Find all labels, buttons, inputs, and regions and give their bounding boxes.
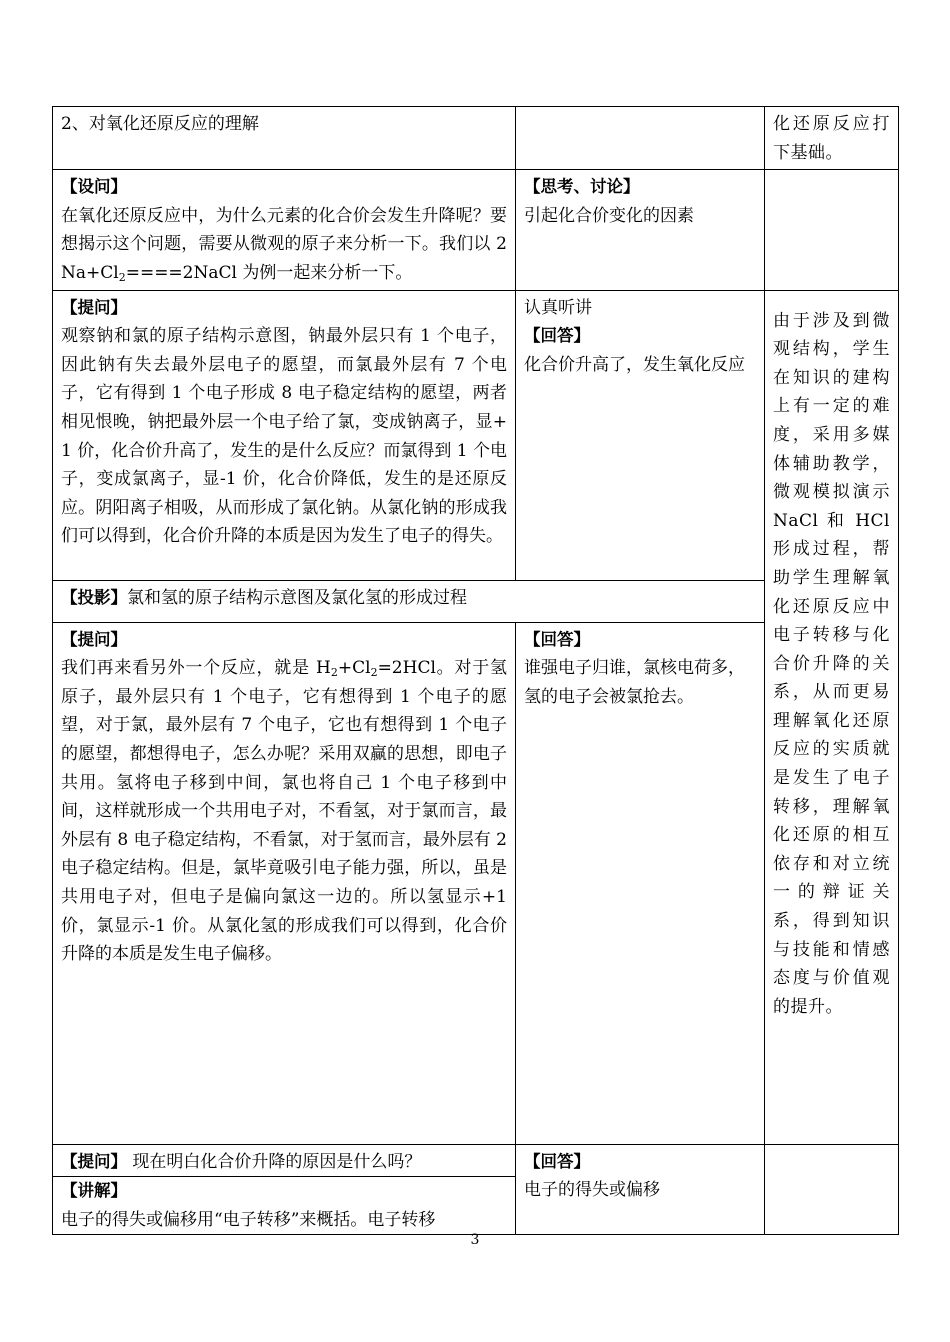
activity-tag: 【设问】 (61, 177, 127, 197)
activity-tag: 【提问】 (61, 1151, 127, 1171)
design-intent-cell: 由于涉及到微观结构，学生在知识的建构上有一定的难度，采用多媒体辅助教学，微观模拟演示 NaCl 和 HCl 形成过程，帮助学生理解氧化还原反应中电子转移与化合价升降的关系，从而更易理解氧化还原反应的实质就是发生了电子转移，理解氧化还原的相互依存和对立统一的辩证关系，得到知识与技能和情感态度与价值观的提升。 (765, 290, 899, 1144)
activity-text: 电子的得失或偏移 (524, 1180, 660, 1201)
activity-text: 现在明白化合价升降的原因是什么吗？ (127, 1151, 422, 1172)
lesson-plan-table (52, 106, 899, 1235)
activity-tag: 【回答】 (524, 1151, 590, 1171)
activity-tag: 【思考、讨论】 (524, 177, 640, 197)
teacher-activity-cell (53, 290, 516, 580)
activity-text: 我们再来看另外一个反应，就是 H (61, 658, 331, 679)
activity-tag: 【讲解】 (61, 1181, 127, 1201)
empty-cell (516, 107, 765, 170)
student-activity-cell (516, 290, 765, 580)
activity-text: 氯和氢的原子结构示意图及氯化氢的形成过程 (127, 587, 467, 608)
student-activity-cell (516, 622, 765, 1144)
activity-tag: 【提问】 (61, 297, 127, 317)
activity-text: 谁强电子归谁，氯核电荷多，氢的电子会被氯抢去。 (524, 658, 745, 707)
teacher-activity-cell (53, 1144, 516, 1235)
table-row (53, 1144, 899, 1235)
activity-text: 观察钠和氯的原子结构示意图，钠最外层只有 1 个电子，因此钠有失去最外层电子的愿望，而氯最外层有 7 个电子，它有得到 1 个电子形成 8 电子稳定结构的愿望，两者相见恨晚，钠把最外层一个电子给了氯，变成钠离子，显+1 价，化合价升高了，发生的是什么反应？而氯得到 1 个电子，变成氯离子，显-1 价，化合价降低，发生的是还原反应。阴阳离子相吸，从而形成了氯化钠。从氯化钠的形成我们可以得到，化合价升降的本质是因为发生了电子的得失。 (61, 326, 507, 547)
section-heading: 2、对氧化还原反应的理解 (53, 107, 516, 170)
activity-text: 化合价升高了，发生氧化反应 (524, 354, 745, 375)
activity-tag: 【投影】 (61, 587, 127, 607)
activity-text: =2HCl。对于氢原子，最外层只有 1 个电子，它有想得到 1 个电子的愿望，对于氯，最外层有 7 个电子，它也有想得到 1 个电子的愿望，都想得电子，怎么办呢？采用双赢的思想，即电子共用。氢将电子移到中间，氯也将自己 1 个电子移到中间，这样就形成一个共用电子对，不看氢，对于氯而言，最外层有 8 电子稳定结构，不看氯，对于氢而言，最外层有 2 电子稳定结构。但是，氯毕竟吸引电子能力强，所以，虽是共用电子对，但电子是偏向氯这一边的。所以氢显示+1 价，氯显示-1 价。从氯化氢的形成我们可以得到，化合价升降的本质是发生电子偏移。 (61, 658, 507, 965)
activity-tag: 【回答】 (524, 326, 590, 346)
design-intent-cell (765, 170, 899, 290)
activity-tag: 【提问】 (61, 629, 127, 649)
activity-text: 引起化合价变化的因素 (524, 205, 694, 226)
student-activity-cell (516, 1144, 765, 1235)
design-intent-cell: 化还原反应打下基础。 (765, 107, 899, 170)
projection-cell (53, 580, 765, 622)
table-row (53, 107, 899, 170)
activity-tag: 【回答】 (524, 629, 590, 649)
activity-text: +Cl (337, 658, 371, 679)
explanation-block (53, 1176, 515, 1234)
table-row (53, 290, 899, 580)
subscript: 2 (330, 666, 338, 680)
activity-text: 电子的得失或偏移用“电子转移”来概括。电子转移 (61, 1209, 436, 1230)
activity-text: 认真听讲 (524, 297, 592, 318)
teacher-activity-cell (53, 622, 516, 1144)
subscript: 2 (118, 270, 126, 284)
page-number: 3 (470, 1232, 480, 1248)
table-row (53, 170, 899, 290)
design-intent-cell (765, 1144, 899, 1235)
student-activity-cell (516, 170, 765, 290)
teacher-activity-cell (53, 170, 516, 290)
activity-text: ====2NaCl 为例一起来分析一下。 (125, 262, 413, 283)
activity-text: 在氧化还原反应中，为什么元素的化合价会发生升降呢？要想揭示这个问题，需要从微观的原子来分析一下。我们以 2Na+Cl (61, 205, 507, 283)
subscript: 2 (370, 666, 378, 680)
